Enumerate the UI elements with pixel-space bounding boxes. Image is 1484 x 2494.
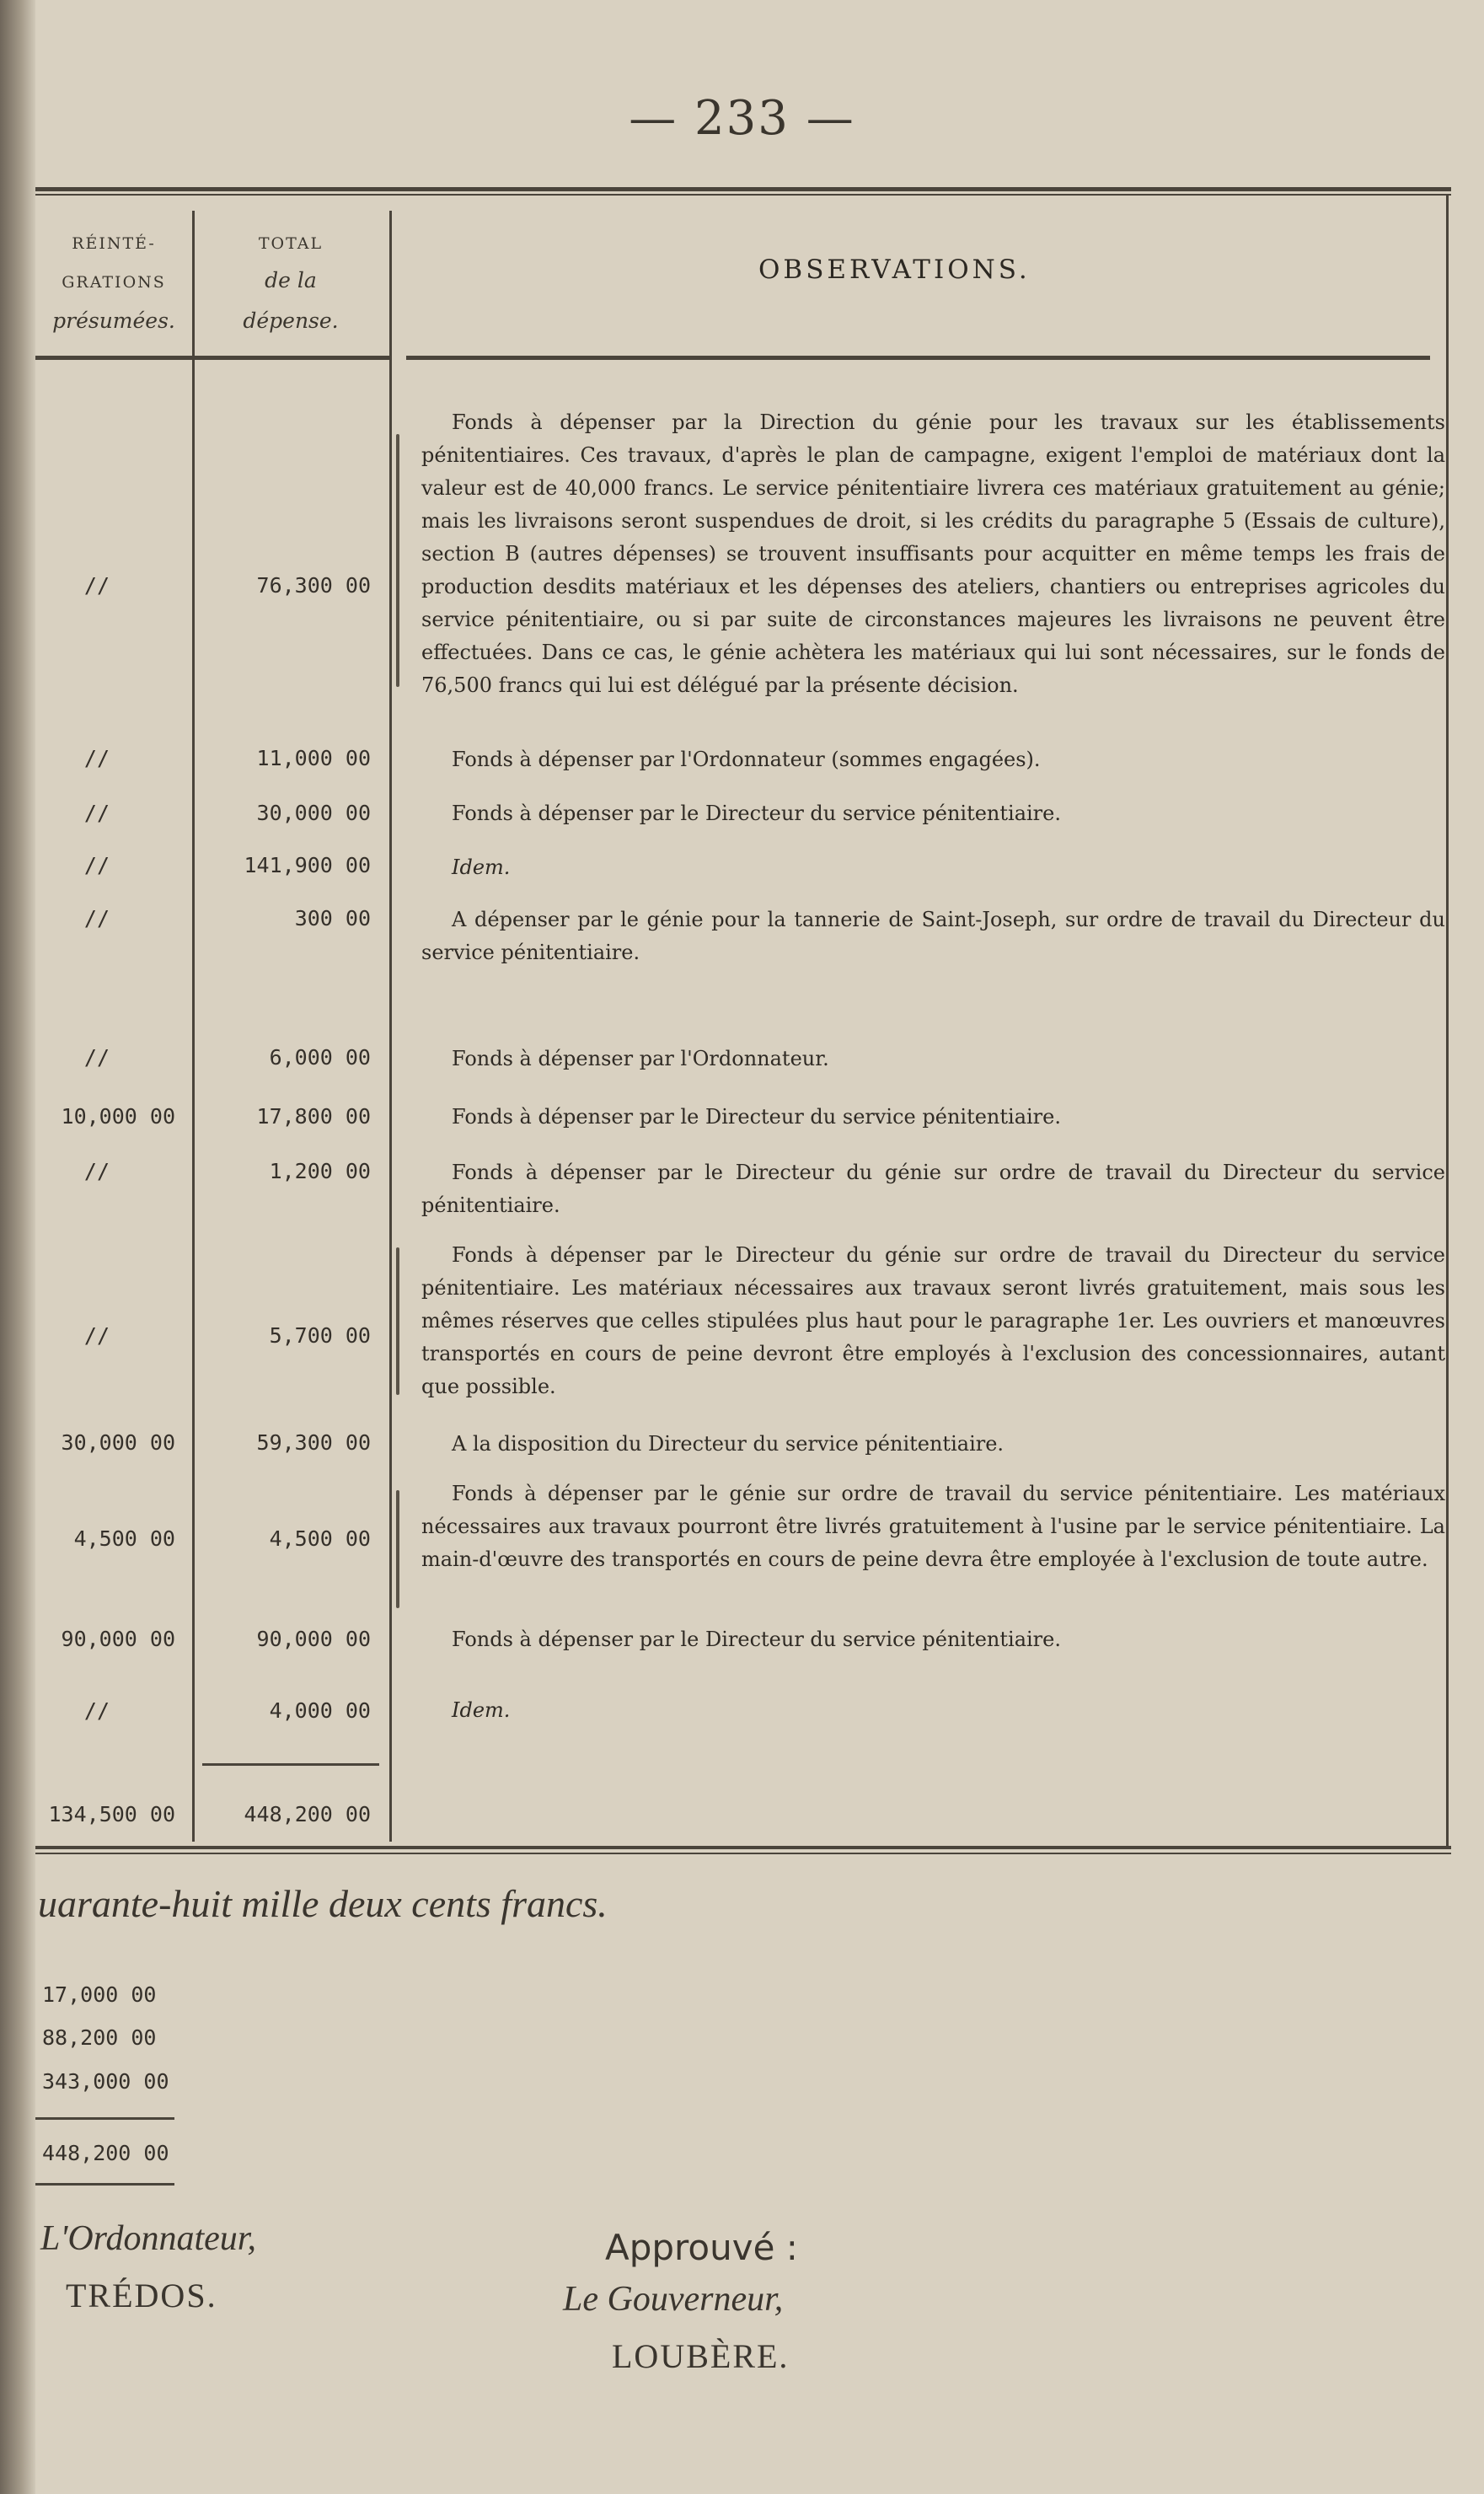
observation-8: Fonds à dépenser par le Directeur du génie sur ordre de travail du Directeur du service pénitentiaire. — [421, 1161, 1445, 1217]
column-divider-1 — [192, 211, 195, 1842]
observation-1: Fonds à dépenser par la Direction du génie pour les travaux sur les établissements pénitentiaires. Ces travaux, d'après le plan de campagne, exigent l'emploi de matériaux dont la valeur est de 40,000 francs. Le service pénitentiaire livrera ces matériaux gratuitement au génie; mais les livraisons seront suspendues de droit, si les crédits du paragraphe 5 (Essais de culture), section B (autres dépenses) se trouvent insuffisants pour acquitter en même temps les frais de production desdits matériaux et les dépenses des ateliers, chantiers ou entreprises agricoles du service pénitentiaire, ou si par suite de circonstances majeures les livraisons ne peuvent être effectuées. Dans ce cas, le génie achètera les matériaux qui lui sont nécessaires, sur le fonds de 76,500 francs qui lui est délégué par la présente décision. — [421, 410, 1445, 697]
row-7-reint: 10,000 00 — [61, 1104, 175, 1129]
row-1-reint: // — [83, 573, 110, 598]
brace-1 — [396, 434, 399, 687]
header-total-2: de la — [265, 268, 317, 292]
header-rule-right — [406, 356, 1430, 360]
observation-4: Idem. — [452, 855, 511, 879]
header-total-3: dépense. — [243, 308, 339, 333]
recap-rule-bottom — [35, 2183, 174, 2186]
row-4-total: 141,900 00 — [244, 853, 371, 877]
recap-3: 343,000 00 — [42, 2069, 169, 2094]
table-top-rule — [35, 187, 1451, 191]
header-reintegrations-2: GRATIONS — [62, 273, 166, 292]
row-12-total: 90,000 00 — [256, 1627, 371, 1651]
row-7-total: 17,800 00 — [256, 1104, 371, 1129]
header-observations: OBSERVATIONS. — [758, 255, 1031, 285]
recap-2: 88,200 00 — [42, 2025, 157, 2050]
row-11-total: 4,500 00 — [269, 1526, 371, 1551]
governor-name: LOUBÈRE. — [612, 2337, 790, 2375]
observation-10: A la disposition du Directeur du service pénitentiaire. — [452, 1432, 1005, 1456]
right-border — [1446, 194, 1449, 1846]
page-binding-shadow — [0, 0, 35, 2494]
observation-5: A dépenser par le génie pour la tannerie de Saint-Joseph, sur ordre de travail du Directeur du service pénitentiaire. — [421, 908, 1445, 964]
table-top-rule-thin — [35, 194, 1451, 196]
observation-12: Fonds à dépenser par le Directeur du service pénitentiaire. — [452, 1628, 1061, 1651]
row-6-reint: // — [83, 1045, 110, 1070]
observation-6: Fonds à dépenser par l'Ordonnateur. — [452, 1047, 829, 1070]
header-rule-left — [35, 356, 389, 360]
table-bottom-rule — [35, 1846, 1451, 1849]
ordonnateur-title: L'Ordonnateur, — [40, 2219, 256, 2258]
row-13-total: 4,000 00 — [269, 1698, 371, 1723]
row-3-reint: // — [83, 801, 110, 825]
row-2-total: 11,000 00 — [256, 746, 371, 770]
row-10-total: 59,300 00 — [256, 1430, 371, 1455]
header-total: TOTAL — [258, 234, 324, 253]
row-10-reint: 30,000 00 — [61, 1430, 175, 1455]
observation-3: Fonds à dépenser par le Directeur du service pénitentiaire. — [452, 802, 1061, 825]
observation-7: Fonds à dépenser par le Directeur du service pénitentiaire. — [452, 1105, 1061, 1129]
row-5-total: 300 00 — [294, 906, 371, 931]
table-bottom-rule-thin — [35, 1853, 1451, 1854]
total-total: 448,200 00 — [244, 1802, 371, 1826]
row-5-reint: // — [83, 906, 110, 931]
observation-9: Fonds à dépenser par le Directeur du génie sur ordre de travail du Directeur du service pénitentiaire. Les matériaux nécessaires aux travaux seront livrés gratuitement, mais sous les mêmes réserves que celles stipulées plus haut pour le paragraphe 1er. Les ouvriers et manœuvres transportés en cours de peine devront être employés à l'exclusion des concessionnaires, autant que possible. — [421, 1243, 1445, 1398]
row-8-reint: // — [83, 1159, 110, 1183]
recap-total: 448,200 00 — [42, 2141, 169, 2165]
governor-title: Le Gouverneur, — [563, 2280, 784, 2319]
observation-11: Fonds à dépenser par le génie sur ordre de travail du service pénitentiaire. Les matériaux nécessaires aux travaux pourront être livrés gratuitement à l'usine par le service pénitentiaire. La main-d'œuvre des transportés en cours de peine devra être employée à l'exclusion de toute autre. — [421, 1482, 1445, 1571]
total-reint: 134,500 00 — [48, 1802, 175, 1826]
row-4-reint: // — [83, 853, 110, 877]
row-11-reint: 4,500 00 — [73, 1526, 175, 1551]
row-2-reint: // — [83, 746, 110, 770]
recap-rule — [35, 2117, 174, 2120]
row-3-total: 30,000 00 — [256, 801, 371, 825]
header-reintegrations: RÉINTÉ- — [72, 234, 156, 253]
approval-label: Approuvé : — [605, 2227, 798, 2268]
ordonnateur-name: TRÉDOS. — [66, 2277, 217, 2314]
recap-1: 17,000 00 — [42, 1982, 157, 2007]
row-12-reint: 90,000 00 — [61, 1627, 175, 1651]
row-8-total: 1,200 00 — [269, 1159, 371, 1183]
total-in-words: uarante-huit mille deux cents francs. — [38, 1882, 608, 1925]
column-divider-2 — [389, 211, 392, 1842]
header-reintegrations-3: présumées. — [52, 308, 175, 333]
page-number: — 233 — — [629, 91, 855, 146]
observation-2: Fonds à dépenser par l'Ordonnateur (sommes engagées). — [452, 748, 1041, 771]
row-13-reint: // — [83, 1698, 110, 1723]
subtotal-rule-total — [202, 1763, 379, 1766]
brace-2 — [396, 1247, 399, 1395]
row-9-total: 5,700 00 — [269, 1323, 371, 1348]
row-9-reint: // — [83, 1323, 110, 1348]
row-6-total: 6,000 00 — [269, 1045, 371, 1070]
observation-13: Idem. — [452, 1698, 511, 1722]
brace-3 — [396, 1490, 399, 1608]
row-1-total: 76,300 00 — [256, 573, 371, 598]
